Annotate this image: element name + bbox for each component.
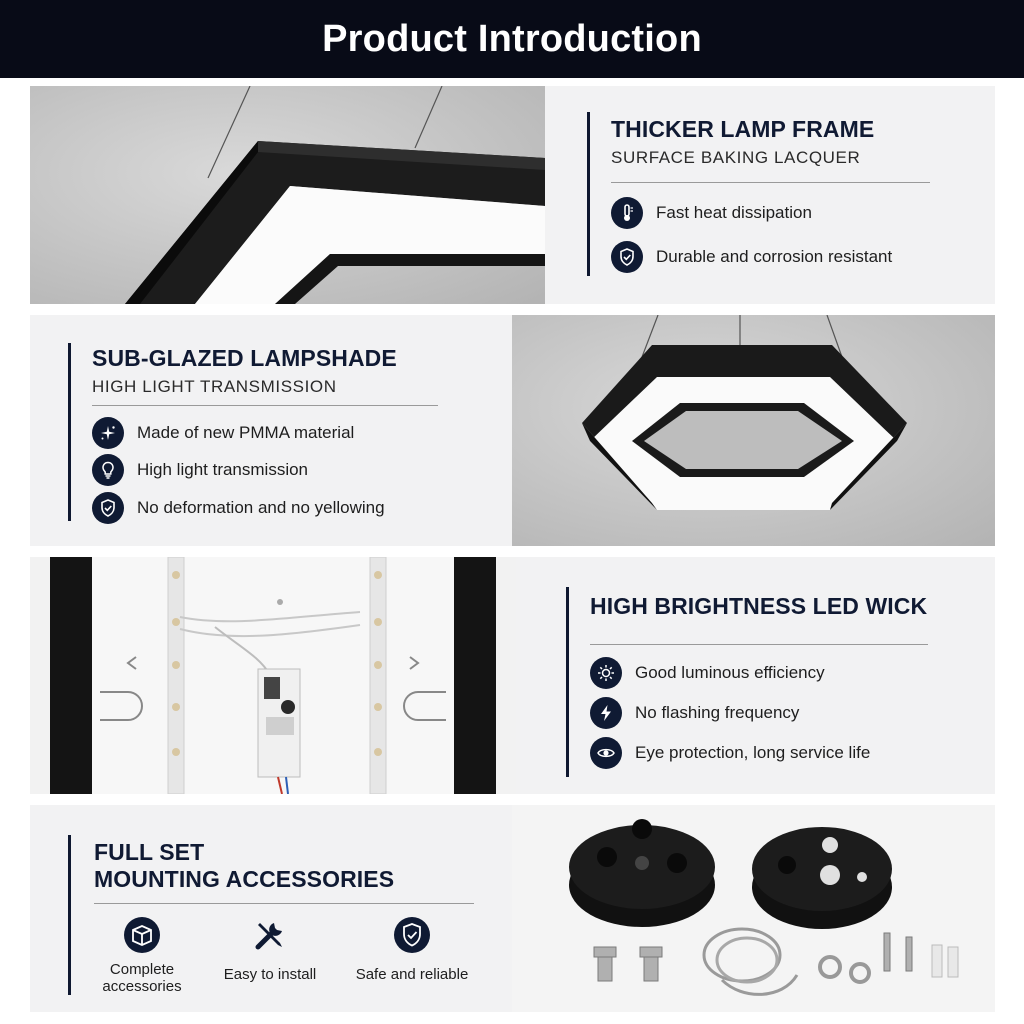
section-title: SUB-GLAZED LAMPSHADE bbox=[92, 345, 397, 371]
accent-bar bbox=[587, 112, 590, 276]
lightbulb-icon bbox=[92, 454, 124, 486]
accessory-item bbox=[77, 915, 207, 995]
divider bbox=[94, 903, 474, 904]
accent-bar bbox=[566, 587, 569, 777]
accent-bar bbox=[68, 835, 71, 995]
accessory-label-line2: accessories bbox=[102, 978, 182, 995]
feature-item bbox=[590, 737, 870, 769]
tools-icon bbox=[250, 915, 290, 955]
accessory-label-line1: Complete bbox=[109, 961, 175, 978]
feature-label: Durable and corrosion resistant bbox=[656, 247, 893, 266]
section-led-wick bbox=[30, 557, 995, 794]
led-wick-panel bbox=[516, 557, 995, 794]
section-lampshade bbox=[30, 315, 995, 546]
accessory-label: Easy to install bbox=[223, 966, 317, 983]
feature-item bbox=[611, 241, 892, 273]
lightning-icon bbox=[590, 697, 622, 729]
hexagon-lamp-photo bbox=[512, 315, 995, 546]
eye-icon bbox=[590, 737, 622, 769]
led-board-photo bbox=[30, 557, 516, 794]
accessory-item bbox=[205, 915, 335, 983]
sparkle-icon bbox=[92, 417, 124, 449]
accessory-item bbox=[347, 915, 477, 983]
divider bbox=[590, 644, 928, 645]
lampshade-panel bbox=[30, 315, 512, 546]
feature-label: Fast heat dissipation bbox=[656, 203, 812, 222]
feature-label: No deformation and no yellowing bbox=[137, 498, 385, 517]
lamp-frame-panel bbox=[545, 86, 995, 304]
lamp-frame-photo bbox=[30, 86, 545, 304]
led-board-illustration bbox=[30, 557, 516, 794]
section-title-line2: MOUNTING ACCESSORIES bbox=[94, 866, 395, 892]
accessories-photo bbox=[512, 805, 995, 1012]
hexagon-lamp-illustration bbox=[512, 315, 995, 546]
lamp-frame-illustration bbox=[30, 86, 545, 304]
feature-label: Good luminous efficiency bbox=[635, 663, 825, 682]
feature-label: High light transmission bbox=[137, 460, 309, 479]
section-subtitle: HIGH LIGHT TRANSMISSION bbox=[92, 377, 337, 396]
box-icon bbox=[122, 915, 162, 955]
section-accessories bbox=[30, 805, 995, 1012]
sun-icon bbox=[590, 657, 622, 689]
section-title: THICKER LAMP FRAME bbox=[611, 116, 875, 142]
divider bbox=[611, 182, 930, 183]
shield-check-icon bbox=[92, 492, 124, 524]
section-title: HIGH BRIGHTNESS LED WICK bbox=[590, 593, 928, 619]
feature-item bbox=[92, 417, 354, 449]
accessories-illustration bbox=[512, 805, 995, 1012]
feature-label: Eye protection, long service life bbox=[635, 743, 871, 762]
feature-label: No flashing frequency bbox=[635, 703, 800, 722]
accent-bar bbox=[68, 343, 71, 521]
feature-item bbox=[590, 657, 825, 689]
section-subtitle: SURFACE BAKING LACQUER bbox=[611, 148, 861, 167]
thermometer-icon bbox=[611, 197, 643, 229]
shield-check-icon bbox=[392, 915, 432, 955]
accessory-label: Safe and reliable bbox=[355, 966, 469, 983]
feature-item bbox=[92, 454, 308, 486]
divider bbox=[92, 405, 438, 406]
page-header bbox=[0, 0, 1024, 78]
feature-item bbox=[611, 197, 812, 229]
feature-label: Made of new PMMA material bbox=[137, 423, 355, 442]
section-title-line1: FULL SET bbox=[94, 839, 205, 865]
feature-item bbox=[590, 697, 799, 729]
page-title: Product Introduction bbox=[322, 17, 702, 60]
feature-item bbox=[92, 492, 385, 524]
section-lamp-frame bbox=[30, 86, 995, 304]
accessories-panel bbox=[30, 805, 512, 1012]
shield-check-icon bbox=[611, 241, 643, 273]
